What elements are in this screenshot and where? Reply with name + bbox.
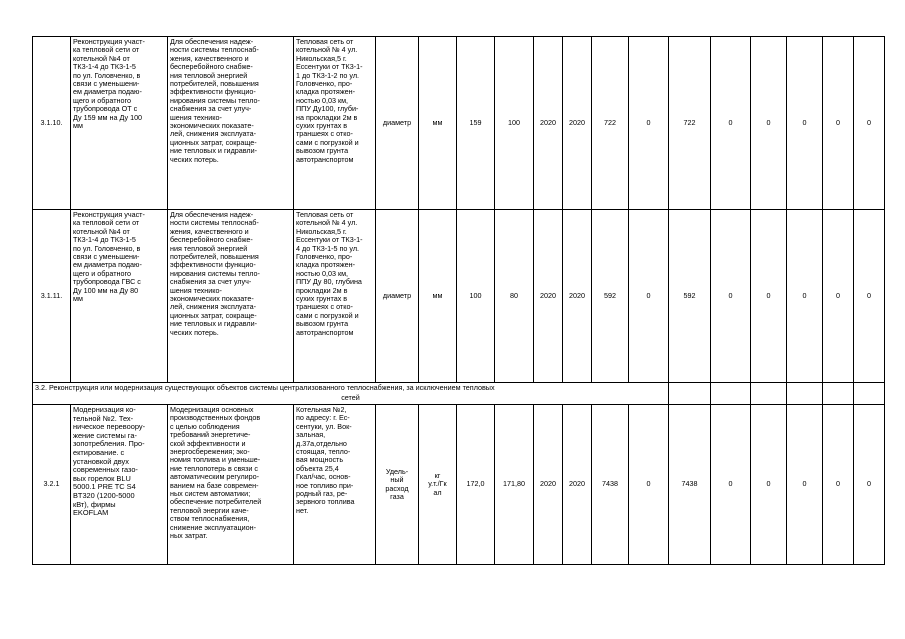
year-end: 2020	[563, 37, 592, 210]
cost-col: 0	[823, 37, 854, 210]
value-after: 100	[495, 37, 534, 210]
row-number: 3.2.1	[33, 405, 71, 565]
cost-col: 0	[854, 405, 885, 565]
cost-col: 0	[751, 210, 787, 383]
parameter: диаметр	[376, 37, 419, 210]
section-title-line1: 3.2. Реконструкция или модернизация существующих объектов системы централизованного теплоснабжения, за исключением тепловых	[33, 383, 669, 394]
cost-col: 0	[854, 210, 885, 383]
value-after: 80	[495, 210, 534, 383]
unit: мм	[419, 37, 457, 210]
unit: кг у.т./Гк ал	[419, 405, 457, 565]
cost-col: 0	[711, 37, 751, 210]
cost-col: 0	[629, 405, 669, 565]
cost-col: 0	[629, 210, 669, 383]
value-before: 159	[457, 37, 495, 210]
cost-col: 0	[711, 405, 751, 565]
table-row	[33, 37, 885, 210]
project-name: Реконструкция участ- ка тепловой сети от котельной №4 от ТК3-1-4 до ТК3-1-5 по ул. Головченко, в связи с уменьшени- ем диаметра подаю- щего и обратного трубопровода ОТ с Ду 159 мм на Ду 100 мм	[71, 37, 168, 210]
project-location: Котельная №2, по адресу: г. Ес- сентуки, ул. Вок- зальная, д.37а,отдельно стоящая, тепло- вая мощность объекта 25,4 Гкал/час, основ- ное топливо при- родный газ, ре- зервного топлива нет.	[294, 405, 376, 565]
section-title-line2: сетей	[33, 394, 669, 405]
cost-col: 0	[751, 405, 787, 565]
row-number: 3.1.11.	[33, 210, 71, 383]
parameter: Удель- ный расход газа	[376, 405, 419, 565]
cost-total: 722	[592, 37, 629, 210]
investment-table	[32, 36, 885, 565]
project-purpose: Для обеспечения надеж- ности системы теплоснаб- жения, качественного и бесперебойного снабже- ния тепловой энергией потребителей, повышения эффективности функцио- нирования системы тепло- снабжения за счет улуч- шения технико- экономических показате- лей, снижения эксплуата- ционных затрат, сокраще- ние тепловых и гидравли- ческих потерь.	[168, 37, 294, 210]
project-name: Реконструкция участ- ка тепловой сети от котельной №4 от ТК3-1-4 до ТК3-1-5 по ул. Головченко, в связи с уменьшени- ем диаметра подаю- щего и обратного трубопровода ГВС с Ду 100 мм на Ду 80 мм	[71, 210, 168, 383]
project-location: Тепловая сеть от котельной № 4 ул. Никольская,5 г. Ессентуки от ТК3-1- 1 до ТК3-1-2 по ул. Головченко, про- кладка протяжен- ностью 0,03 км, ППУ Ду100, глуби- на прокладки 2м в сухих грунтах в траншеях с отко- сами с погрузкой и вывозом грунта автотранспортом	[294, 37, 376, 210]
year-end: 2020	[563, 210, 592, 383]
year-end: 2020	[563, 405, 592, 565]
unit: мм	[419, 210, 457, 383]
year-start: 2020	[534, 37, 563, 210]
cost-col: 0	[711, 210, 751, 383]
value-before: 100	[457, 210, 495, 383]
project-name: Модернизация ко- тельной №2. Тех- ническое перевоору- жение системы га- зопотребления. Про- ектирование. с установкой двух современных газо- вых горелок BLU 5000.1 PRE TC S4 BT320 (1200-5000 кВт), фирмы EKOFLAM	[71, 405, 168, 565]
parameter: диаметр	[376, 210, 419, 383]
cost-col: 0	[787, 405, 823, 565]
cost-col: 0	[787, 210, 823, 383]
cost-col: 0	[787, 37, 823, 210]
value-after: 171,80	[495, 405, 534, 565]
cost-col: 0	[751, 37, 787, 210]
project-purpose: Для обеспечения надеж- ности системы теплоснаб- жения, качественного и бесперебойного снабже- ния тепловой энергией потребителей, повышения эффективности функцио- нирования системы тепло- снабжения за счет улуч- шения технико- экономических показате- лей, снижения эксплуата- ционных затрат, сокраще- ние тепловых и гидравли- ческих потерь.	[168, 210, 294, 383]
year-start: 2020	[534, 405, 563, 565]
cost-col: 592	[669, 210, 711, 383]
table-row	[33, 405, 885, 565]
section-header-row	[33, 394, 885, 405]
cost-col: 0	[823, 210, 854, 383]
cost-col: 722	[669, 37, 711, 210]
cost-col: 0	[854, 37, 885, 210]
project-location: Тепловая сеть от котельной № 4 ул. Никольская,5 г. Ессентуки от ТК3-1- 4 до ТК3-1-5 по ул. Головченко, про- кладка протяжен- ностью 0,03 км, ППУ Ду 80, глубина прокладки 2м в сухих грунтах в траншеях с отко- сами с погрузкой и вывозом грунта автотранспортом	[294, 210, 376, 383]
year-start: 2020	[534, 210, 563, 383]
cost-total: 7438	[592, 405, 629, 565]
section-header-row	[33, 383, 885, 394]
project-purpose: Модернизация основных производственных фондов с целью соблюдения требований энергетиче- ской эффективности и энергосбережения; эко- номия топлива и уменьше- ние теплопотерь в связи с автоматическим регулиро- ванием на базе современ- ных систем автоматики; обеспечение потребителей тепловой энергии каче- ством теплоснабжения, снижение эксплуатацион- ных затрат.	[168, 405, 294, 565]
table-row	[33, 210, 885, 383]
cost-total: 592	[592, 210, 629, 383]
cost-col: 0	[629, 37, 669, 210]
cost-col: 0	[823, 405, 854, 565]
cost-col: 7438	[669, 405, 711, 565]
value-before: 172,0	[457, 405, 495, 565]
row-number: 3.1.10.	[33, 37, 71, 210]
